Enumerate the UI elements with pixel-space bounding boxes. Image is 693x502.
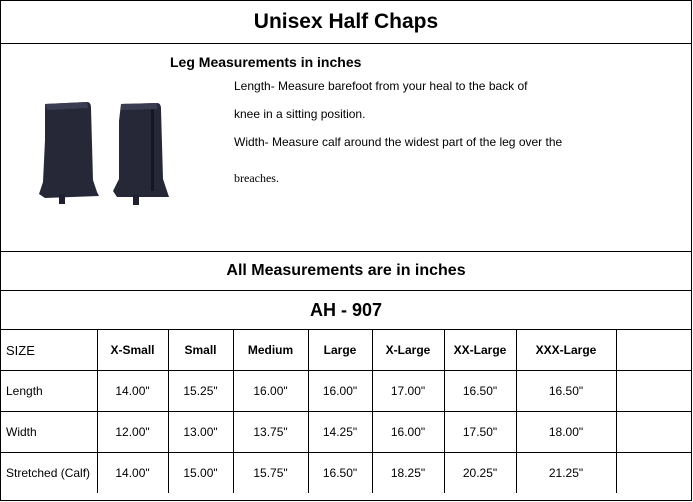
table-cell	[616, 371, 692, 412]
header-xxx-large: XXX-Large	[516, 330, 616, 371]
header-x-small: X-Small	[97, 330, 168, 371]
model-number: AH - 907	[309, 299, 383, 320]
table-cell: 18.00"	[516, 412, 616, 453]
measurement-heading: Leg Measurements in inches	[170, 54, 362, 70]
header-xx-large: XX-Large	[444, 330, 516, 371]
header-medium: Medium	[233, 330, 308, 371]
title-bar	[1, 1, 691, 44]
table-cell: 13.00"	[168, 412, 233, 453]
page-title: Unisex Half Chaps	[253, 10, 439, 33]
table-cell: 18.25"	[372, 453, 444, 494]
length-instruction-line1: Length- Measure barefoot from your heal to the back of	[234, 79, 528, 93]
table-cell: 20.25"	[444, 453, 516, 494]
units-banner	[1, 252, 691, 291]
half-chap-front-image	[35, 100, 105, 206]
table-cell	[616, 412, 692, 453]
table-cell: 15.75"	[233, 453, 308, 494]
table-cell: 14.00"	[97, 371, 168, 412]
header-small: Small	[168, 330, 233, 371]
table-cell: 15.25"	[168, 371, 233, 412]
size-table	[1, 330, 692, 493]
table-cell	[616, 453, 692, 494]
units-note: All Measurements are in inches	[226, 262, 466, 279]
width-instruction-line1: Width- Measure calf around the widest part of the leg over the	[234, 135, 563, 149]
header-empty	[616, 330, 692, 371]
table-cell: 13.75"	[233, 412, 308, 453]
table-header-row	[1, 330, 692, 371]
header-large: Large	[308, 330, 372, 371]
table-row	[1, 453, 692, 494]
row-label: Stretched (Calf)	[1, 453, 97, 494]
row-label: Width	[1, 412, 97, 453]
table-cell: 16.00"	[372, 412, 444, 453]
table-cell: 14.25"	[308, 412, 372, 453]
half-chap-side-image	[111, 101, 173, 207]
table-row	[1, 371, 692, 412]
table-cell: 15.00"	[168, 453, 233, 494]
table-cell: 16.00"	[308, 371, 372, 412]
table-cell: 14.00"	[97, 453, 168, 494]
table-cell: 16.50"	[308, 453, 372, 494]
table-row	[1, 412, 692, 453]
table-cell: 21.25"	[516, 453, 616, 494]
width-instruction-line2: breaches.	[234, 171, 279, 185]
length-instruction-line2: knee in a sitting position.	[234, 107, 366, 121]
table-cell: 17.00"	[372, 371, 444, 412]
table-cell: 16.00"	[233, 371, 308, 412]
table-cell: 17.50"	[444, 412, 516, 453]
model-banner	[1, 291, 691, 330]
header-x-large: X-Large	[372, 330, 444, 371]
header-size: SIZE	[1, 330, 97, 371]
table-cell: 16.50"	[444, 371, 516, 412]
table-cell: 12.00"	[97, 412, 168, 453]
measurement-info	[1, 44, 691, 252]
row-label: Length	[1, 371, 97, 412]
table-cell: 16.50"	[516, 371, 616, 412]
